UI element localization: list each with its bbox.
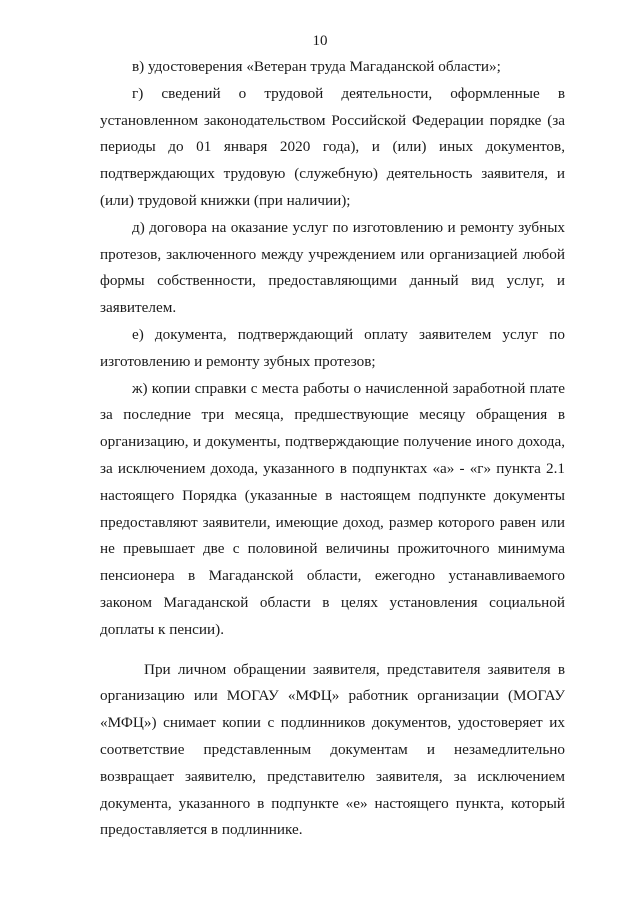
- paragraph-v: в) удостоверения «Ветеран труда Магаданской области»;: [132, 58, 501, 75]
- paragraph-e: е) документа, подтверждающий оплату заявителем услуг по изготовлению и ремонту зубных протезов;: [100, 325, 565, 370]
- paragraph-personal-appeal: При личном обращении заявителя, представителя заявителя в организацию или МОГАУ «МФЦ» работник организации (МОГАУ «МФЦ») снимает копии с подлинников документов, удостоверяет их соответствие представленным документам и незамедлительно возвращает заявителю, представителю заявителя, за исключением документа, указанного в подпункте «е» настоящего пункта, который предоставляется в подлиннике.: [100, 660, 565, 839]
- paragraph-g: г) сведений о трудовой деятельности, оформленные в установленном законодательством Российской Федерации порядке (за периоды до 01 января 2020 года), и (или) иных документов, подтверждающих трудовую (служебную) деятельность заявителя, и (или) трудовой книжки (при наличии);: [100, 84, 565, 209]
- document-body: [100, 54, 565, 844]
- page-number: 10: [312, 33, 328, 49]
- paragraph-d: д) договора на оказание услуг по изготовлению и ремонту зубных протезов, заключенного между учреждением или организацией любой формы собственности, предоставляющими данный вид услуг, и заявителем.: [100, 218, 565, 317]
- paragraph-zh: ж) копии справки с места работы о начисленной заработной плате за последние три месяца, предшествующие месяцу обращения в организацию, и документы, подтверждающие получение иного дохода, за исключением дохода, указанного в подпунктах «а» - «г» пункта 2.1 настоящего Порядка (указанные в настоящем подпункте документы предоставляют заявители, имеющие доход, размер которого равен или не превышает две с половиной величины прожиточного минимума пенсионера в Магаданской области, ежегодно устанавливаемого законом Магаданской области в целях установления социальной доплаты к пенсии).: [100, 379, 565, 638]
